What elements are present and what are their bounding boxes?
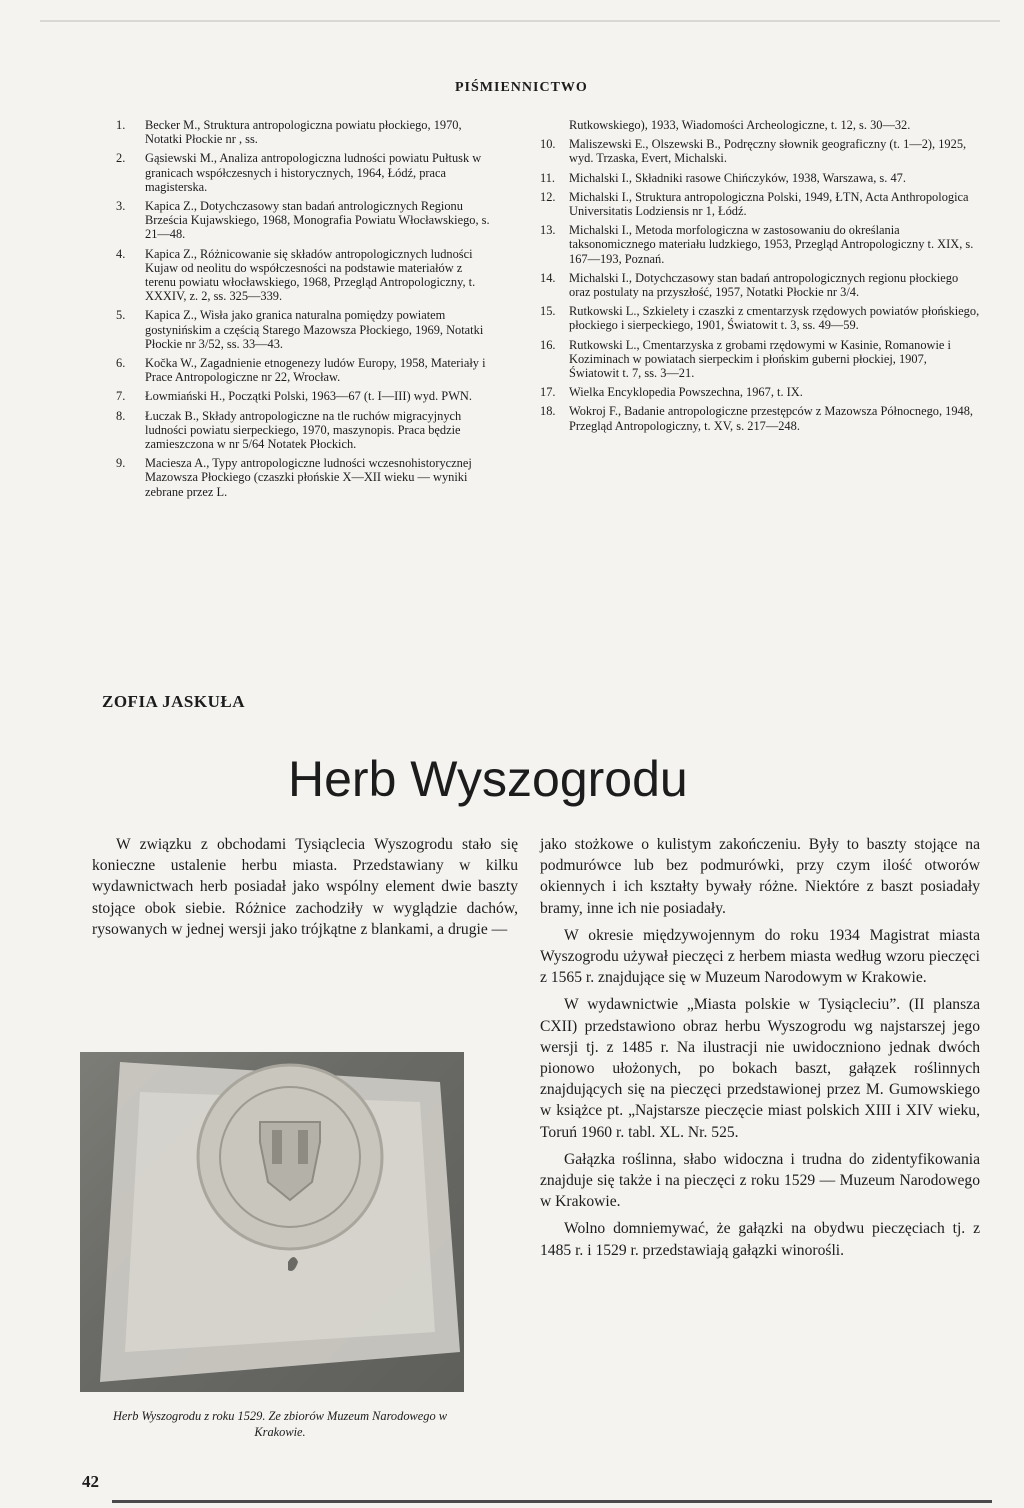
reference-text: Wielka Encyklopedia Powszechna, 1967, t. IX. [569, 385, 803, 400]
seal-photo [80, 1052, 464, 1392]
body-paragraph: jako stożkowe o kulistym zakończeniu. Były to baszty stojące na podmurówce lub bez podmurówki, przy czym ilość otworów okiennych i ich kształty bywały różne. Niektóre z baszt posiadały bramy, inne ich nie posiadały. [540, 836, 980, 917]
body-paragraph: Wolno domniemywać, że gałązki na obydwu pieczęciach tj. z 1485 r. i 1529 r. przedstawiają gałązki winorośli. [540, 1220, 980, 1259]
seal-image [80, 1052, 464, 1392]
reference-continuation: Rutkowskiego), 1933, Wiadomości Archeologiczne, t. 12, s. 30—32. [569, 118, 911, 132]
reference-number: 13. [540, 223, 556, 238]
tower-icon [298, 1130, 308, 1164]
reference-number: 9. [116, 456, 126, 471]
reference-text: Michalski I., Składniki rasowe Chińczyków, 1938, Warszawa, s. 47. [569, 170, 906, 185]
reference-text: Michalski I., Dotychczasowy stan badań antropologicznych regionu płockiego oraz postulaty na przyszłość, 1957, Notatki Płockie nr 3/4. [569, 270, 959, 300]
reference-number: 16. [540, 337, 556, 352]
reference-number: 10. [540, 137, 556, 152]
footer-rule [112, 1500, 992, 1503]
reference-text: Kočka W., Zagadnienie etnogenezy ludów Europy, 1958, Materiały i Prace Antropologiczne nr 22, Wrocław. [145, 356, 486, 385]
tower-icon [272, 1130, 282, 1164]
reference-number: 3. [116, 199, 126, 214]
reference-item [540, 338, 980, 381]
reference-number: 6. [116, 356, 126, 371]
article-title: Herb Wyszogrodu [288, 751, 688, 807]
reference-item [116, 247, 496, 304]
reference-text: Łowmiański H., Początki Polski, 1963—67 (t. I—III) wyd. PWN. [145, 389, 472, 404]
reference-number: 2. [116, 151, 126, 166]
reference-item [540, 223, 980, 266]
body-right-column [540, 834, 980, 1261]
reference-item [116, 389, 496, 403]
reference-item [540, 271, 980, 299]
reference-number: 8. [116, 408, 126, 423]
reference-item [116, 199, 496, 242]
reference-number: 18. [540, 404, 556, 419]
reference-number: 14. [540, 270, 556, 285]
reference-item [116, 308, 496, 351]
body-paragraph: Gałązka roślinna, słabo widoczna i trudna do zidentyfikowania znajduje się także i na pieczęci z roku 1529 — Muzeum Narodowego w Krakowie. [540, 1150, 980, 1211]
reference-text: Michalski I., Struktura antropologiczna Polski, 1949, ŁTN, Acta Anthropologica Universitatis Lodziensis nr 1, Łódź. [569, 189, 969, 219]
reference-number: 5. [116, 308, 126, 323]
body-paragraph: W okresie międzywojennym do roku 1934 Magistrat miasta Wyszogrodu używał pieczęci z herbem miasta według wzoru pieczęci z 1565 r. znajdujące się w Muzeum Narodowym w Krakowie. [540, 926, 980, 987]
figure-caption: Herb Wyszogrodu z roku 1529. Ze zbiorów Muzeum Narodowego w Krakowie. [112, 1409, 448, 1439]
reference-number: 15. [540, 304, 556, 319]
section-heading: PIŚMIENNICTWO [455, 80, 588, 95]
reference-number: 1. [116, 118, 126, 132]
reference-text: Kapica Z., Różnicowanie się składów antropologicznych ludności Kujaw od neolitu do współczesności na podstawie materiałów z terenu powiatu włocławskiego, 1968, Przegląd Antropologiczny, t. XXXIV, z. 2, ss. 325—339. [145, 246, 476, 304]
reference-item [116, 456, 496, 499]
reference-item [540, 404, 980, 432]
reference-number: 11. [540, 170, 556, 185]
reference-text: Michalski I., Metoda morfologiczna w zastosowaniu do określania taksonomicznego materiału ludzkiego, 1953, Przegląd Antropologiczny t. XIX, s. 167—193, Poznań. [569, 223, 974, 266]
reference-text: Rutkowski L., Szkielety i czaszki z cmentarzysk rzędowych powiatów płońskiego, płockiego i sierpeckiego, 1901, Światowit t. 3, ss. 49—59. [569, 304, 980, 333]
reference-text: Wokroj F., Badanie antropologiczne przestępców z Mazowsza Północnego, 1948, Przegląd Antropologiczny, t. XV, s. 217—248. [569, 404, 974, 433]
reference-item [116, 356, 496, 384]
reference-text: Kapica Z., Wisła jako granica naturalna pomiędzy powiatem gostynińskim a częścią Starego Mazowsza Płockiego, 1969, Notatki Płockie nr 3/52, ss. 33—43. [145, 308, 484, 351]
top-rule [40, 20, 1000, 22]
reference-text: Gąsiewski M., Analiza antropologiczna ludności powiatu Pułtusk w granicach współczesnych i historycznych, 1964, Łódź, praca magisterska. [145, 151, 482, 194]
reference-number: 7. [116, 389, 126, 404]
body-left-column [92, 834, 518, 940]
reference-item [540, 385, 980, 399]
reference-number: 4. [116, 246, 126, 261]
reference-number: 17. [540, 385, 556, 400]
reference-number: 12. [540, 189, 556, 204]
reference-text: Rutkowski L., Cmentarzyska z grobami rzędowymi w Kasinie, Romanowie i Koziminach w powiatach sierpeckim i płońskim guberni płockiej, 1907, Światowit t. 7, ss. 3—21. [569, 337, 951, 381]
reference-text: Becker M., Struktura antropologiczna powiatu płockiego, 1970, Notatki Płockie nr , ss. [145, 118, 462, 147]
article-author: ZOFIA JASKUŁA [102, 692, 245, 711]
reference-item [116, 409, 496, 452]
reference-text: Kapica Z., Dotychczasowy stan badań antrologicznych Regionu Brześcia Kujawskiego, 1968, Monografia Powiatu Włocławskiego, s. 21—48. [145, 199, 490, 242]
reference-text: Łuczak B., Składy antropologiczne na tle ruchów migracyjnych ludności powiatu sierpeckiego, 1970, maszynopis. Praca będzie zamieszczona w nr 5/64 Notatek Płockich. [145, 408, 462, 452]
page-number: 42 [82, 1472, 99, 1491]
reference-item [116, 118, 496, 146]
reference-item [540, 137, 980, 165]
reference-item [540, 190, 980, 218]
reference-item [540, 171, 980, 185]
body-paragraph: W wydawnictwie „Miasta polskie w Tysiącleciu”. (II plansza CXII) przedstawiono obraz herbu Wyszogrodu wg najstarszej jego wersji tj. z 1485 r. Na ilustracji nie uwidoczniono jednak dwóch pionowo ułożonych, po bokach baszt, gałązek roślinnych znajdujących się na pieczęci przedstawionej przez M. Gumowskiego w książce pt. „Najstarsze pieczęcie miast polskich XIII i XIV wieku, Toruń 1960 r. tabl. XL. Nr. 525. [540, 996, 980, 1141]
reference-text: Maciesza A., Typy antropologiczne ludności wczesnohistorycznej Mazowsza Płockiego (czaszki płońskie X—XII wieku — wyniki zebrane przez L. [145, 456, 472, 499]
references-left-column [116, 118, 496, 504]
reference-item [116, 151, 496, 194]
reference-item [540, 304, 980, 332]
reference-text: Maliszewski E., Olszewski B., Podręczny słownik geograficzny (t. 1—2), 1925, wyd. Trzaska, Evert, Michalski. [569, 137, 967, 166]
body-paragraph: W związku z obchodami Tysiąclecia Wyszogrodu stało się konieczne ustalenie herbu miasta. Przedstawiany w kilku wydawnictwach herb posiadał jako wspólny element dwie baszty stojące obok siebie. Różnice zachodziły w wyglądzie dachów, rysowanych w jednej wersji jako trójkątne z blankami, a drugie — [92, 836, 518, 938]
references-right-column [540, 118, 980, 438]
